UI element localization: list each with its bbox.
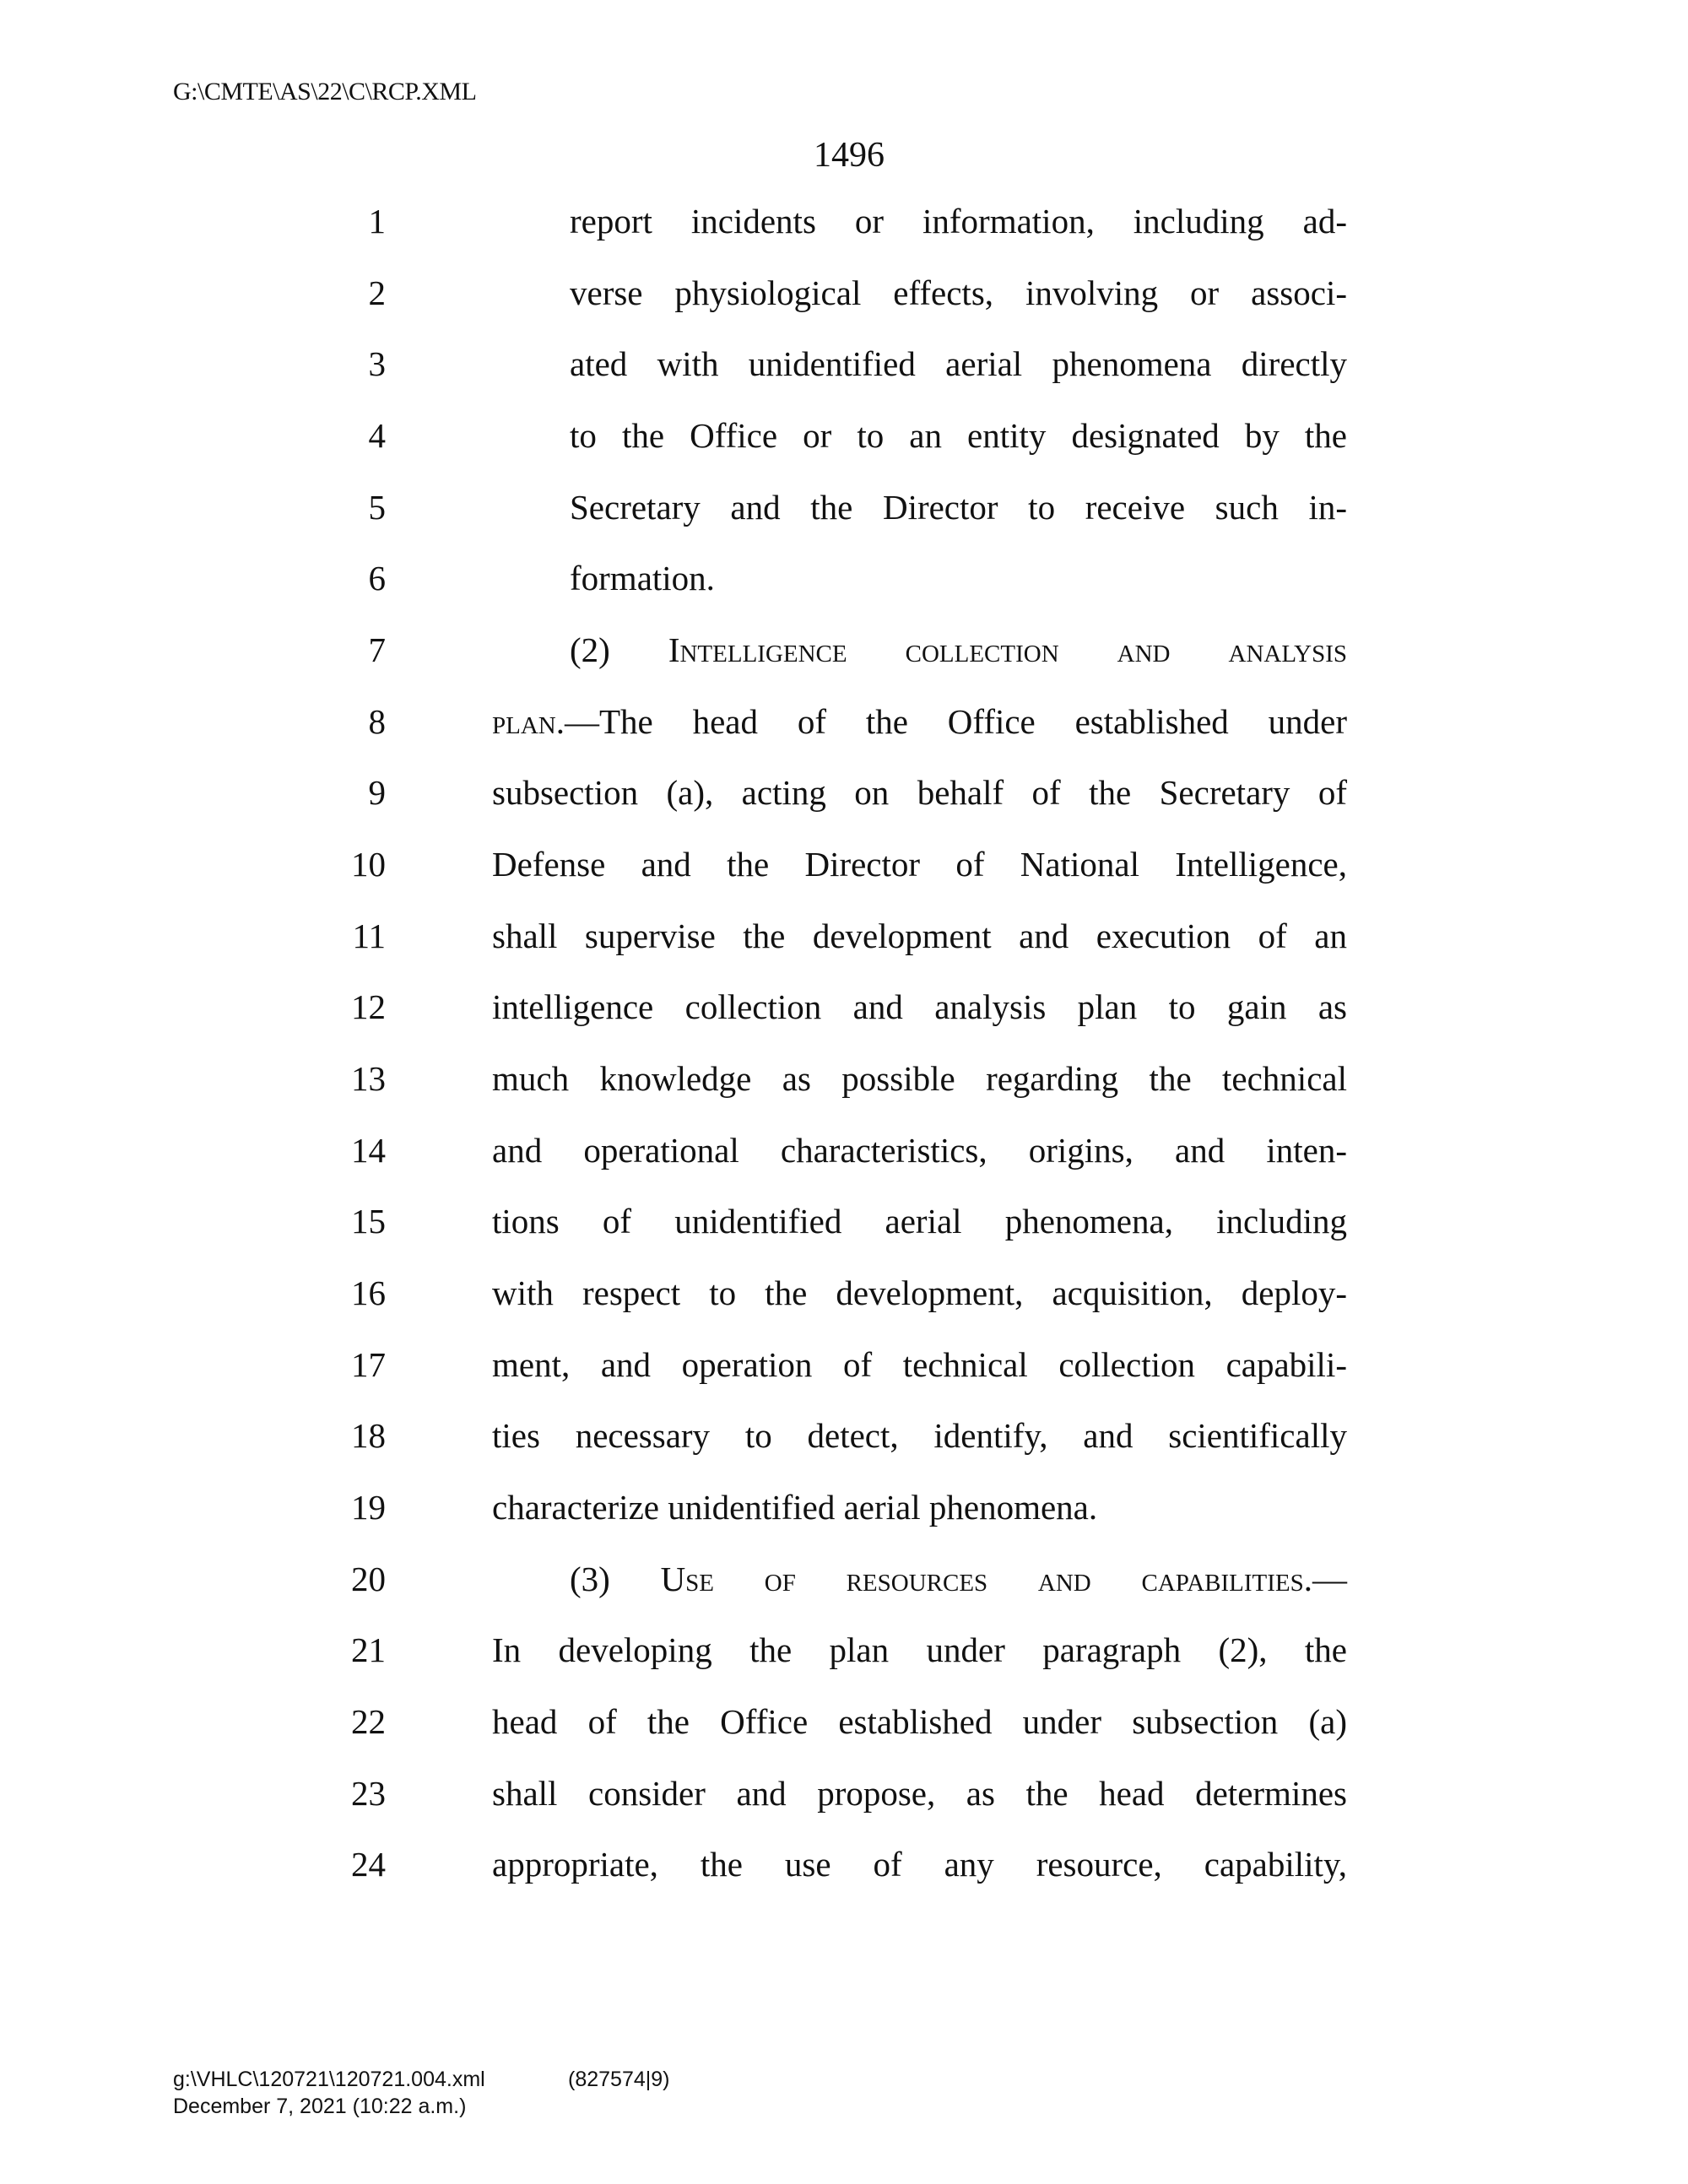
line-text: In developing the plan under paragraph (2), the — [492, 1630, 1347, 1669]
text-line-16 — [0, 1268, 1688, 1318]
line-text — [492, 696, 1347, 747]
page-footer — [173, 2066, 670, 2120]
line-text: appropriate, the use of any resource, capability, — [492, 1845, 1347, 1884]
footer-source-file: g:\VHLC\120721\120721.004.xml — [173, 2068, 485, 2091]
text-line-18 — [0, 1410, 1688, 1461]
text-line-21 — [0, 1624, 1688, 1675]
line-text: characterize unidentified aerial phenomena. — [492, 1488, 1098, 1527]
heading-smallcaps: plan. — [492, 702, 565, 741]
text-line-1 — [0, 196, 1688, 246]
line-number: 6 — [368, 559, 386, 597]
footer-document-id: (827574|9) — [568, 2068, 670, 2091]
line-text: report incidents or information, including ad- — [570, 202, 1347, 241]
text-line-9 — [0, 767, 1688, 818]
line-number: 12 — [351, 987, 386, 1026]
text-line-13 — [0, 1053, 1688, 1104]
line-number: 15 — [351, 1202, 386, 1241]
line-number: 5 — [368, 488, 386, 527]
line-text: Defense and the Director of National Intelligence, — [492, 845, 1347, 884]
text-line-3 — [0, 338, 1688, 389]
line-text: to the Office or to an entity designated by the — [570, 416, 1347, 455]
header-file-path: G:\CMTE\AS\22\C\RCP.XML — [173, 78, 477, 105]
text-line-11 — [0, 911, 1688, 961]
text-line-12 — [0, 981, 1688, 1032]
text-line-23 — [0, 1768, 1688, 1819]
line-number: 3 — [368, 344, 386, 383]
line-text: tions of unidentified aerial phenomena, including — [492, 1202, 1347, 1241]
text-line-22 — [0, 1696, 1688, 1747]
line-number: 18 — [351, 1416, 386, 1455]
line-number: 10 — [351, 845, 386, 884]
text-line-14 — [0, 1125, 1688, 1176]
line-number: 22 — [351, 1702, 386, 1741]
line-text: with respect to the development, acquisition, deploy- — [492, 1273, 1347, 1312]
line-text: head of the Office established under subsection (a) — [492, 1702, 1347, 1741]
line-number: 23 — [351, 1774, 386, 1813]
line-number: 2 — [368, 273, 386, 312]
line-number: 13 — [351, 1059, 386, 1098]
heading-smallcaps: Intelligence collection and analysis — [668, 630, 1347, 669]
line-number: 17 — [351, 1345, 386, 1384]
paragraph-heading-2 — [570, 624, 1347, 675]
text-line-5 — [0, 482, 1688, 532]
line-number: 1 — [368, 202, 386, 241]
text-line-24 — [0, 1839, 1688, 1889]
text-line-4 — [0, 410, 1688, 461]
line-number: 14 — [351, 1131, 386, 1170]
em-dash: — — [1312, 1560, 1348, 1598]
line-text: much knowledge as possible regarding the technical — [492, 1059, 1347, 1098]
line-text: ment, and operation of technical collection capabili- — [492, 1345, 1347, 1384]
line-text: ties necessary to detect, identify, and scientifically — [492, 1416, 1347, 1455]
line-text: and operational characteristics, origins, and inten- — [492, 1131, 1347, 1170]
line-text: formation. — [570, 559, 715, 597]
line-number: 8 — [368, 702, 386, 741]
paragraph-marker: (3) — [570, 1560, 661, 1598]
line-text: shall consider and propose, as the head determines — [492, 1774, 1347, 1813]
line-number: 19 — [351, 1488, 386, 1527]
text-line-10 — [0, 839, 1688, 889]
page-number: 1496 — [814, 136, 885, 175]
heading-smallcaps: Use of resources and capabilities. — [660, 1560, 1313, 1598]
paragraph-heading-3 — [570, 1554, 1347, 1604]
text-line-15 — [0, 1196, 1688, 1246]
text-line-8 — [0, 696, 1688, 747]
text-line-2 — [0, 268, 1688, 318]
line-number: 4 — [368, 416, 386, 455]
line-number: 9 — [368, 773, 386, 812]
footer-date: December 7, 2021 (10:22 a.m.) — [173, 2095, 467, 2118]
line-text: verse physiological effects, involving or associ- — [570, 273, 1347, 312]
text-line-19 — [0, 1482, 1688, 1533]
line-text: subsection (a), acting on behalf of the Secretary of — [492, 773, 1347, 812]
text-line-6 — [0, 553, 1688, 603]
line-number: 20 — [351, 1560, 386, 1598]
line-number: 11 — [352, 916, 386, 955]
line-number: 24 — [351, 1845, 386, 1884]
line-number: 7 — [368, 630, 386, 669]
text-line-7 — [0, 624, 1688, 675]
line-text-rest: —The head of the Office established under — [564, 702, 1347, 741]
line-text: Secretary and the Director to receive such in- — [570, 488, 1347, 527]
line-text: shall supervise the development and execution of an — [492, 916, 1347, 955]
line-text: ated with unidentified aerial phenomena directly — [570, 344, 1347, 383]
text-line-17 — [0, 1339, 1688, 1390]
line-number: 16 — [351, 1273, 386, 1312]
text-line-20 — [0, 1554, 1688, 1604]
line-number: 21 — [351, 1630, 386, 1669]
paragraph-marker: (2) — [570, 630, 668, 669]
line-text: intelligence collection and analysis plan to gain as — [492, 987, 1347, 1026]
